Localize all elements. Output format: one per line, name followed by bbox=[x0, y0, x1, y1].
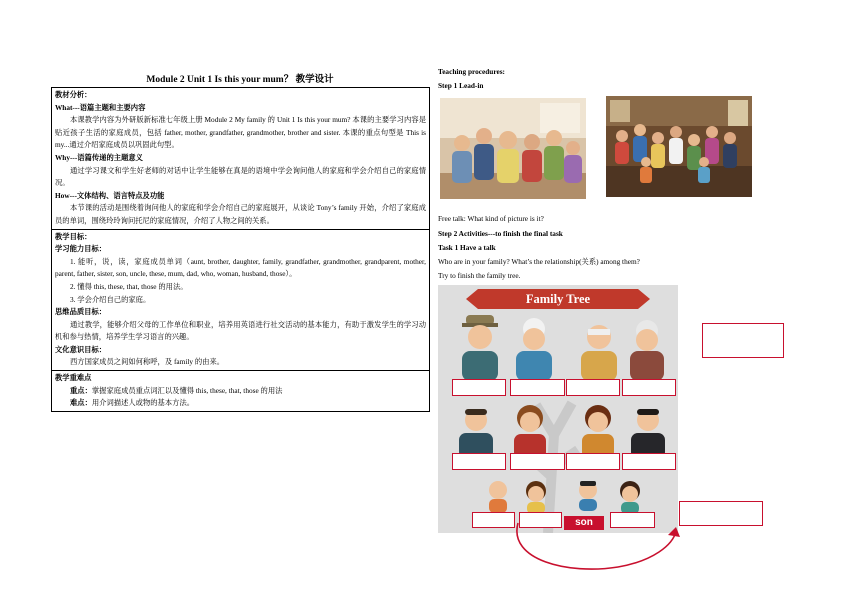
document-title: Module 2 Unit 1 Is this your mum？ 教学设计 bbox=[146, 75, 334, 85]
ability-item-2: 2. 懂得 this, these, that, those 的用法。 bbox=[70, 281, 188, 291]
free-talk: Free talk: What kind of picture is it? bbox=[438, 214, 544, 223]
grandmother-1-figure bbox=[516, 318, 552, 381]
step2-heading: Step 2 Activities---to finish the final task bbox=[438, 229, 563, 238]
culture-body: 西方国家成员之间如何称呼，及 family 的由来。 bbox=[70, 357, 225, 367]
ability-item-1: 1. 能听，说，读，家庭成员单词（aunt, brother, daughter, family, grandfather, grandmother, grandparent, mother, parent, father, sister, son, uncle, these, mum, dad, who, woman, husband, those）。 bbox=[55, 256, 426, 279]
ability-item-3: 3. 学会介绍自己的家庭。 bbox=[70, 294, 151, 304]
task-instruction: Try to finish the family tree. bbox=[438, 271, 521, 280]
family-photo-1 bbox=[440, 98, 586, 199]
answer-box-father[interactable] bbox=[622, 453, 676, 470]
thinking-heading: 思维品质目标： bbox=[55, 307, 107, 317]
answer-box-aunt[interactable] bbox=[510, 453, 565, 470]
focus-row bbox=[55, 385, 426, 398]
grandmother-2-figure bbox=[630, 320, 664, 381]
answer-box-outside-1[interactable] bbox=[702, 323, 784, 358]
family-photo-2 bbox=[606, 96, 752, 197]
son-label: son bbox=[575, 517, 593, 528]
difficulty-row bbox=[55, 397, 426, 410]
procedures-heading: Teaching procedures: bbox=[438, 67, 505, 76]
thinking-body: 通过教学，能够介绍父母的工作单位和职业，培养用英语进行社交活动的基本能力，有助于激发学生的学习动机和参与热情，培养学生学习语言的兴趣。 bbox=[55, 319, 426, 342]
grandfather-2-figure bbox=[581, 325, 617, 381]
keypoints-heading: 教学重难点 bbox=[55, 373, 92, 383]
how-body: 本节课的活动是围绕着询问他人的家庭和学会介绍自己的家庭展开，从谈论 Tony’s family 开始，介绍了家庭成员的单词，围绕玲玲询问托尼的家庭情况，介绍了人物之间的关系。 bbox=[55, 203, 426, 225]
relationship-arrow bbox=[508, 515, 688, 575]
cousin-girl-figure bbox=[526, 481, 546, 514]
goals-heading: 教学目标： bbox=[55, 231, 92, 241]
family-tree-worksheet bbox=[438, 285, 678, 533]
answer-box-grandmother-1[interactable] bbox=[510, 379, 565, 396]
uncle-figure bbox=[459, 409, 493, 459]
why-body: 通过学习课文和学生好老师的对话中让学生能够在真是的语境中学会询问他人的家庭和学会介绍自己的家庭情况。 bbox=[55, 165, 426, 188]
family-tree-banner: Family Tree bbox=[525, 292, 591, 306]
task-question: Who are in your family? What’s the relationship(关系) among them? bbox=[438, 257, 640, 266]
daughter-figure bbox=[620, 481, 640, 514]
analysis-cell bbox=[52, 88, 429, 229]
analysis-heading: 教材分析： bbox=[55, 90, 92, 99]
step1-heading: Step 1 Lead-in bbox=[438, 80, 484, 90]
answer-box-grandfather-1[interactable] bbox=[452, 379, 506, 396]
answer-box-uncle[interactable] bbox=[452, 453, 506, 470]
focus-label: 重点： bbox=[70, 385, 92, 395]
why-heading: Why---语篇传递的主题意义 bbox=[55, 152, 143, 162]
keypoints-cell bbox=[52, 370, 429, 411]
cousin-boy-figure bbox=[489, 481, 507, 513]
lesson-plan-table bbox=[51, 87, 430, 412]
grandfather-1-figure bbox=[462, 315, 498, 381]
culture-heading: 文化意识目标： bbox=[55, 344, 107, 354]
what-heading: What---语篇主题和主要内容 bbox=[55, 102, 146, 112]
aunt-figure bbox=[514, 405, 546, 459]
task1-heading: Task 1 Have a talk bbox=[438, 243, 496, 252]
mother-figure bbox=[582, 405, 614, 459]
focus-body: 掌握家庭成员重点词汇以及懂得 this, these, that, those 的用法 bbox=[91, 385, 283, 395]
difficulty-label: 难点： bbox=[70, 398, 92, 408]
son-figure bbox=[579, 481, 597, 511]
ability-heading: 学习能力目标： bbox=[55, 244, 107, 254]
procedures-header bbox=[438, 65, 505, 92]
family-tree-art bbox=[438, 285, 678, 533]
answer-box-outside-2[interactable] bbox=[679, 501, 763, 526]
difficulty-body: 用介词描述人或物的基本方法。 bbox=[91, 398, 195, 408]
how-heading: How---文体结构、语言特点及功能 bbox=[55, 190, 165, 200]
goals-cell bbox=[52, 229, 429, 371]
answer-box-mother[interactable] bbox=[566, 453, 620, 470]
answer-box-grandfather-2[interactable] bbox=[566, 379, 620, 396]
answer-box-grandmother-2[interactable] bbox=[622, 379, 676, 396]
father-figure bbox=[631, 409, 665, 459]
what-body: 本课教学内容为外研版新标准七年级上册 Module 2 My family 的 Unit 1 Is this your mum? 本课的主要学习内容是贴近孩子生活的家庭成员，包括 father, mother, grandfather, grandmother, brother and sister. 本课的重点句型是 This is my...通过介绍家庭成员以巩固此句型。 bbox=[55, 115, 426, 150]
